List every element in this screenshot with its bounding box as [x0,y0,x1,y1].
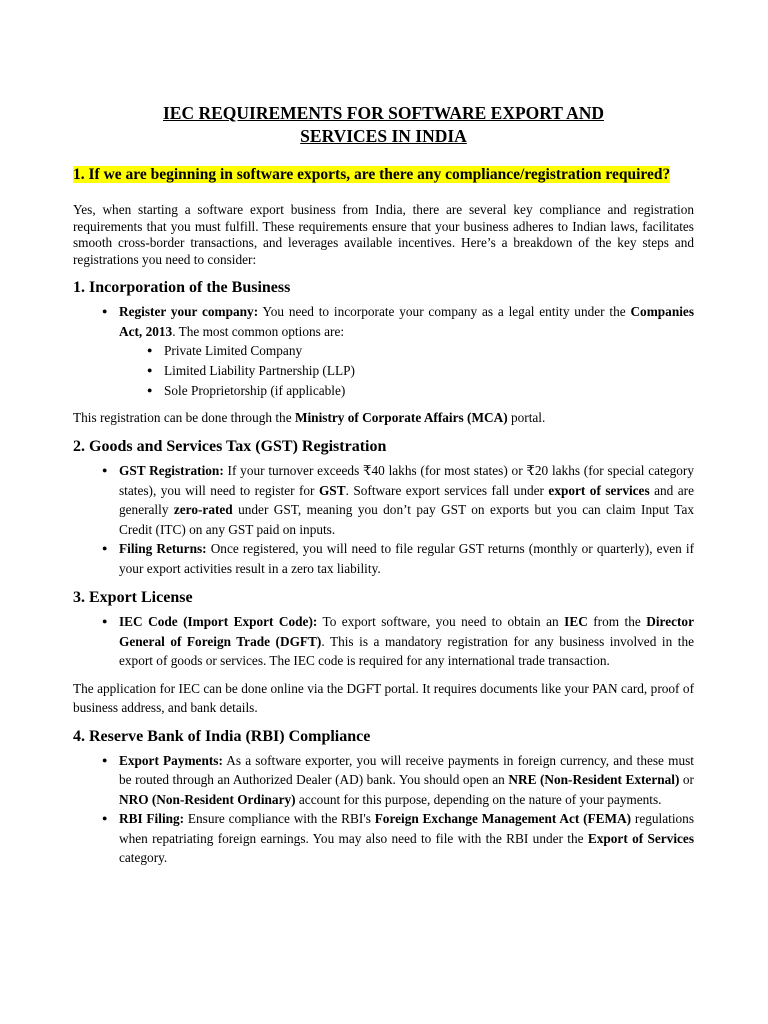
rbi-list [73,751,694,868]
list-item: ● RBI Filing: Ensure compliance with the RBI's Foreign Exchange Management Act (FEMA) regulations when repatriating foreign earnings. You may also need to file with the RBI under the Export of Services category. [119,809,694,868]
intro-paragraph: Yes, when starting a software export business from India, there are several key compliance and registration requirements that you must fulfill. These requirements ensure that your business adheres to Indian laws, facilitates smooth cross-border transactions, and leverages available incentives. Here’s a breakdown of the key steps and registrations you need to consider: [73,202,694,267]
highlighted-question: 1. If we are beginning in software exports, are there any compliance/registration required? [73,166,671,183]
document-page [73,102,694,868]
incorporation-list [73,302,694,400]
list-item: ● Filing Returns: Once registered, you will need to file regular GST returns (monthly or quarterly), even if your export activities result in a zero tax liability. [119,539,694,578]
list-item: ● GST Registration: If your turnover exceeds ₹40 lakhs (for most states) or ₹20 lakhs (for special category states), you will need to register for GST. Software export services fall under export of services and are generally zero-rated under GST, meaning you don’t pay GST on exports but you can claim Input Tax Credit (ITC) on any GST paid on inputs. [119,461,694,539]
list-item: ● Limited Liability Partnership (LLP) [164,361,694,381]
section-heading-export-license: 3. Export License [73,589,193,607]
title-line-2: SERVICES IN INDIA [300,126,467,146]
iec-application-paragraph: The application for IEC can be done online via the DGFT portal. It requires documents like your PAN card, proof of business address, and bank details. [73,680,694,715]
section-heading-rbi: 4. Reserve Bank of India (RBI) Compliance [73,727,371,745]
list-item: ● Private Limited Company [164,341,694,361]
section-heading-incorporation: 1. Incorporation of the Business [73,279,291,296]
list-item: ● Export Payments: As a software exporter, you will receive payments in foreign currency, and these must be routed through an Authorized Dealer (AD) bank. You should open an NRE (Non-Resident External) or NRO (Non-Resident Ordinary) account for this purpose, depending on the nature of your payments. [119,751,694,810]
company-type-list [119,341,694,400]
section-heading-gst: 2. Goods and Services Tax (GST) Registration [73,438,387,456]
gst-list [73,461,694,578]
list-item: ● IEC Code (Import Export Code): To export software, you need to obtain an IEC from the Director General of Foreign Trade (DGFT). This is a mandatory registration for any business involved in the export of goods or services. The IEC code is required for any international trade transaction. [119,612,694,671]
list-item: ● Register your company: You need to incorporate your company as a legal entity under the Companies Act, 2013. The most common options are: ● Private Limited Company ● Limited Liability Partnership (LLP) ● Sole Proprietorship (if applicable) [119,302,694,400]
mca-paragraph: This registration can be done through the Ministry of Corporate Affairs (MCA) portal. [73,410,546,426]
document-title [73,102,694,148]
title-line-1: IEC REQUIREMENTS FOR SOFTWARE EXPORT AND [162,103,604,123]
export-license-list [73,612,694,671]
list-item: ● Sole Proprietorship (if applicable) [164,381,694,401]
